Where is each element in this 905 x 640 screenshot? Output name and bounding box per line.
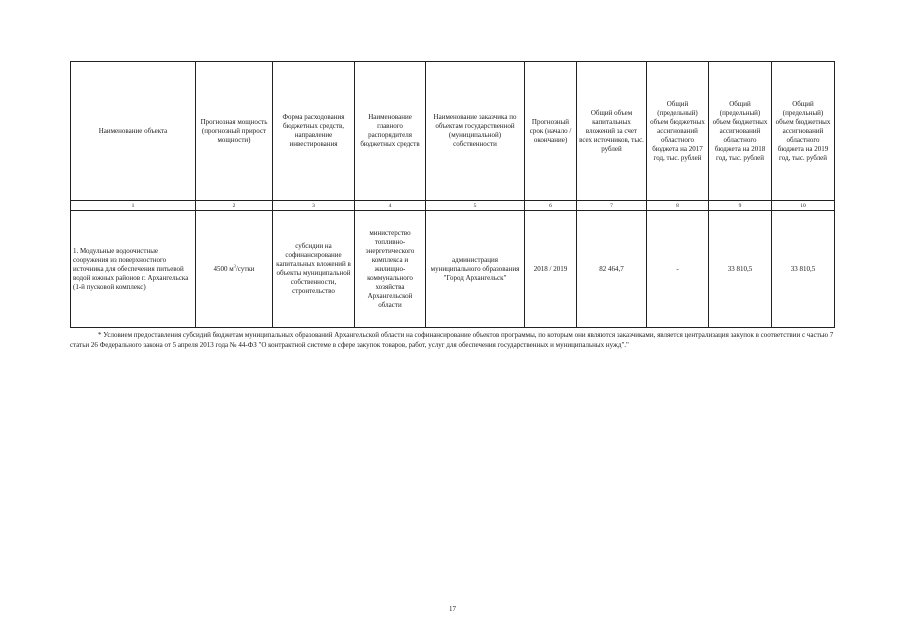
column-number: 9 — [709, 201, 772, 211]
header-cell: Наименование главного распорядителя бюджетных средств — [355, 62, 426, 201]
table-row — [71, 211, 835, 328]
column-number: 3 — [273, 201, 355, 211]
budget-2019-cell: 33 810,5 — [772, 211, 835, 328]
form-cell: субсидии на софинансирование капитальных вложений в объекты муниципальной собственности, строительство — [273, 211, 355, 328]
header-cell: Форма расходования бюджетных средств, направление инвестирования — [273, 62, 355, 201]
column-number: 1 — [71, 201, 196, 211]
footnote — [70, 330, 834, 350]
header-cell: Общий (предельный) объем бюджетных ассигнований областного бюджета на 2019 год, тыс. рублей — [772, 62, 835, 201]
capacity-value: 4500 м — [213, 264, 234, 273]
column-number: 5 — [426, 201, 525, 211]
header-cell: Общий объем капитальных вложений за счет всех источников, тыс. рублей — [577, 62, 647, 201]
capacity-cell — [196, 211, 273, 328]
table-header-row — [71, 62, 835, 201]
capacity-superscript: 3 — [233, 263, 236, 269]
budget-2017-cell: - — [647, 211, 709, 328]
header-cell: Общий (предельный) объем бюджетных ассигнований областного бюджета на 2018 год, тыс. рублей — [709, 62, 772, 201]
column-number: 10 — [772, 201, 835, 211]
column-number: 4 — [355, 201, 426, 211]
column-number-row — [71, 201, 835, 211]
object-name-cell: 1. Модульные водоочистные сооружения из поверхностного источника для обеспечения питьевой водой южных районов г. Архангельска (1-й пусковой комплекс) — [71, 211, 196, 328]
column-number: 7 — [577, 201, 647, 211]
capacity-unit: /сутки — [235, 264, 255, 273]
term-cell: 2018 / 2019 — [525, 211, 577, 328]
column-number: 6 — [525, 201, 577, 211]
header-cell: Общий (предельный) объем бюджетных ассигнований областного бюджета на 2017 год, тыс. рублей — [647, 62, 709, 201]
manager-cell: министерство топливно-энергетического комплекса и жилищно-коммунального хозяйства Архангельской области — [355, 211, 426, 328]
header-cell: Наименование заказчика по объектам государственной (муниципальной) собственности — [426, 62, 525, 201]
footnote-text: * Условием предоставления субсидий бюджетам муниципальных образований Архангельской области на софинансирование объектов программы, по которым они являются заказчиками, является централизация закупок в соответствии с частью 7 статьи 26 Федерального закона от 5 апреля 2013 года № 44-ФЗ "О контрактной системе в сфере закупок товаров, работ, услуг для обеспечения государственных и муниципальных нужд"." — [70, 331, 834, 349]
header-cell: Прогнозная мощность (прогнозный прирост мощности) — [196, 62, 273, 201]
header-cell: Наименование объекта — [71, 62, 196, 201]
total-cell: 82 464,7 — [577, 211, 647, 328]
page-number: 17 — [449, 605, 456, 613]
column-number: 8 — [647, 201, 709, 211]
investment-table — [70, 61, 835, 328]
customer-cell: администрация муниципального образования "Город Архангельск" — [426, 211, 525, 328]
budget-2018-cell: 33 810,5 — [709, 211, 772, 328]
column-number: 2 — [196, 201, 273, 211]
header-cell: Прогнозный срок (начало / окончание) — [525, 62, 577, 201]
